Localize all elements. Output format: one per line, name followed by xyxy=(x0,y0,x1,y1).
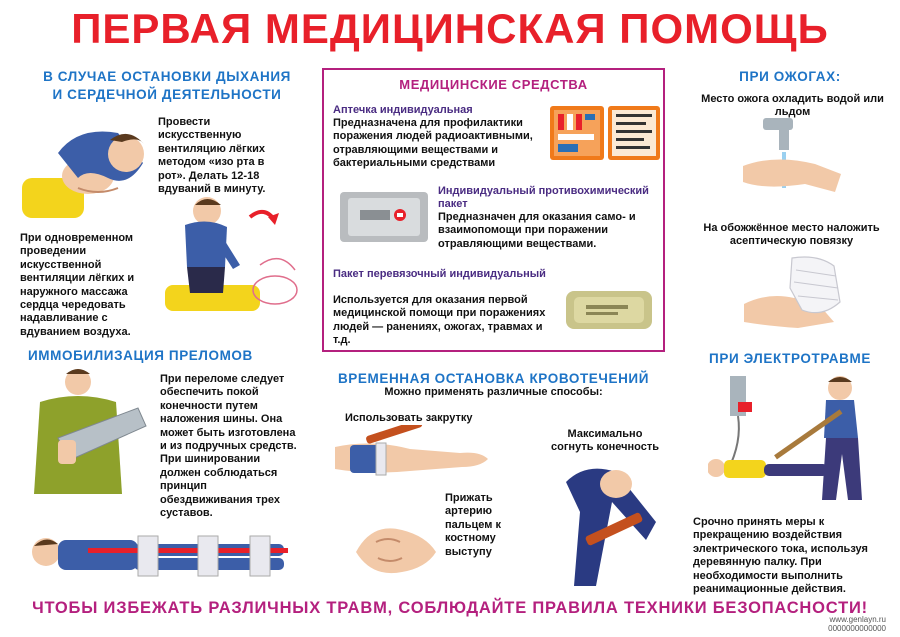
electrotrauma-illustration xyxy=(708,372,878,510)
leg-splint-illustration xyxy=(28,522,298,587)
cpr-heading-line2: И СЕРДЕЧНОЙ ДЕЯТЕЛЬНОСТИ xyxy=(52,87,282,102)
electro-text: Срочно принять меры к прекращению воздействия электрического тока, используя деревянную палку. При необходимости выполнить реанимационные действия. xyxy=(693,516,868,596)
immobilization-heading: ИММОБИЛИЗАЦИЯ ПРЕЛОМОВ xyxy=(28,348,253,363)
cpr-heading-line1: В СЛУЧАЕ ОСТАНОВКИ ДЫХАНИЯ xyxy=(43,69,291,84)
electro-heading: ПРИ ЭЛЕКТРОТРАВМЕ xyxy=(709,351,871,366)
page-title: ПЕРВАЯ МЕДИЦИНСКАЯ ПОМОЩЬ xyxy=(71,5,829,52)
pressure-point-illustration xyxy=(352,512,440,590)
bleeding-method1: Использовать закрутку xyxy=(345,412,473,424)
bandaged-hand-illustration xyxy=(738,252,848,332)
chest-compression-illustration xyxy=(165,195,305,320)
burns-heading: ПРИ ОЖОГАХ: xyxy=(739,69,841,84)
cpr-text1: Провести искусственную вентиляцию лёгких методом «изо рта в рот». Делать 12-18 вдуваний в минуту. xyxy=(158,116,266,196)
site-url[interactable]: www.genlayn.ru xyxy=(829,615,886,624)
bleeding-subheading: Можно применять различные способы: xyxy=(384,386,603,398)
water-cooling-illustration xyxy=(735,118,845,200)
burns-text2: На обожжённое место наложить асептическую повязку xyxy=(703,222,880,248)
tourniquet-illustration xyxy=(330,425,495,490)
bent-leg-illustration xyxy=(556,462,666,590)
first-aid-kit-image xyxy=(550,104,662,162)
cpr-heading xyxy=(22,68,312,104)
mouth-to-mouth-illustration xyxy=(18,118,156,223)
cpr-text2: При одновременном проведении искусственной вентиляции лёгких и наружного массажа сердца чередовать надавливание с вдуванием воздуха. xyxy=(20,232,135,338)
medical-heading: МЕДИЦИНСКИЕ СРЕДСТВА xyxy=(399,77,588,92)
site-code: 0000000000000 xyxy=(828,624,886,633)
dressing-package-title: Пакет перевязочный индивидуальный xyxy=(333,268,546,280)
dressing-package-image xyxy=(562,285,657,335)
bleeding-heading: ВРЕМЕННАЯ ОСТАНОВКА КРОВОТЕЧЕНИЙ xyxy=(337,371,650,386)
bleeding-method2: Максимально согнуть конечность xyxy=(551,428,659,454)
safety-footer: ЧТОБЫ ИЗБЕЖАТЬ РАЗЛИЧНЫХ ТРАВМ, СОБЛЮДАЙТЕ ПРАВИЛА ТЕХНИКИ БЕЗОПАСНОСТИ! xyxy=(32,599,868,617)
dressing-package-text: Используется для оказания первой медицинской помощи при поражениях людей — ранениях, ожогах, травмах и т.д. xyxy=(333,294,546,347)
kit-title: Аптечка индивидуальная xyxy=(333,104,473,116)
immobilization-text: При переломе следует обеспечить покой конечности путем наложения шины. Она может быть изготовлена и из подручных средств. При шинировании должен соблюдаться принцип обездвиживания трех суставов. xyxy=(160,373,297,520)
chemical-package-title: Индивидуальный противохимический пакет xyxy=(438,185,649,211)
chemical-package-text: Предназначен для оказания само- и взаимопомощи при поражении отравляющими веществами. xyxy=(438,211,636,250)
bleeding-method3: Прижать артерию пальцем к костному выступу xyxy=(445,492,501,558)
chemical-package-image xyxy=(338,188,430,246)
site-credit xyxy=(828,615,886,633)
arm-splint-illustration xyxy=(18,368,153,496)
burns-text1: Место ожога охладить водой или льдом xyxy=(701,93,884,119)
kit-text: Предназначена для профилактики поражения людей радиоактивными, отравляющими веществами и бактериальными средствами xyxy=(333,117,533,170)
